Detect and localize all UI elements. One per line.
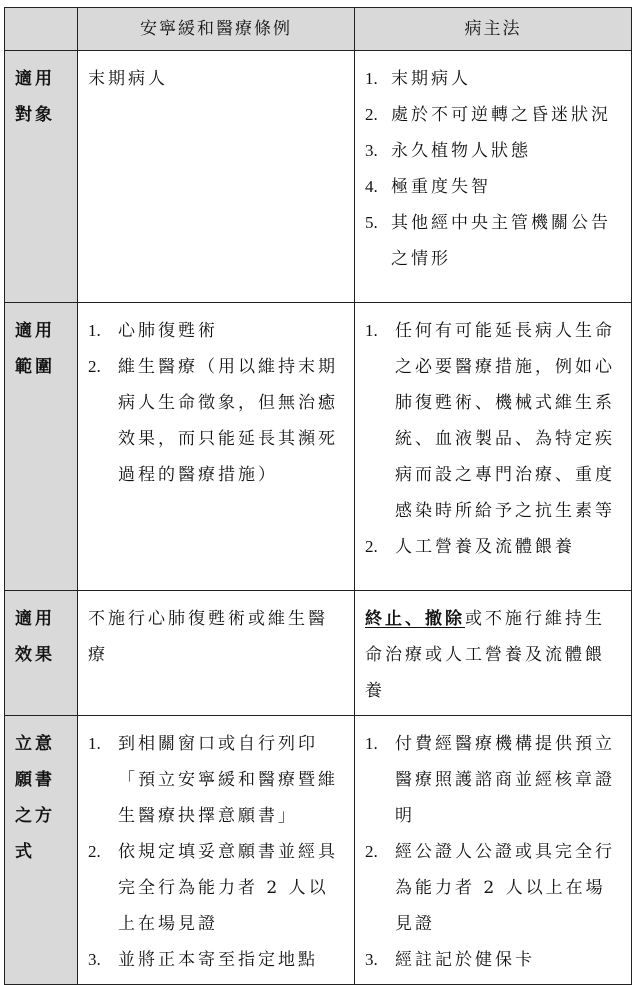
cell-text: 末期病人	[88, 69, 168, 89]
row-label-line: 適用	[15, 69, 55, 89]
autonomy-subjects-cell	[355, 51, 632, 303]
autonomy-method-cell	[355, 716, 632, 985]
list-item-text: 經公證人公證或具完全行為能力者 2 人以上在場見證	[395, 842, 615, 934]
list-item	[365, 169, 623, 205]
list-number: 2.	[88, 842, 101, 861]
list-item	[365, 61, 623, 97]
numbered-list	[365, 61, 623, 277]
numbered-list	[88, 313, 346, 493]
list-item	[365, 834, 623, 942]
autonomy-effect-cell	[355, 591, 632, 716]
list-number: 2.	[88, 357, 101, 376]
cell-text: 不施行心肺復甦術或維生醫療	[88, 609, 328, 665]
list-item	[365, 942, 623, 978]
list-item-text: 人工營養及流體餵養	[395, 537, 575, 557]
header-hospice-act: 安寧緩和醫療條例	[78, 8, 355, 51]
list-item	[365, 97, 623, 133]
hospice-method-cell	[78, 716, 355, 985]
row-label-method	[5, 716, 78, 985]
list-number: 3.	[365, 950, 378, 969]
list-item-text: 心肺復甦術	[118, 321, 218, 341]
list-item-text: 付費經醫療機構提供預立醫療照護諮商並經核章證明	[395, 734, 615, 826]
table-row	[5, 51, 632, 303]
list-number: 5.	[365, 213, 378, 232]
header-corner	[5, 8, 78, 51]
list-number: 1.	[365, 734, 378, 753]
numbered-list	[365, 726, 623, 978]
hospice-effect-cell	[78, 591, 355, 716]
row-label-line: 立意	[15, 734, 55, 754]
row-label-scope	[5, 303, 78, 591]
list-number: 2.	[365, 842, 378, 861]
emphasized-text: 終止、撤除	[365, 609, 465, 629]
list-item	[88, 726, 346, 834]
list-item-text: 維生醫療（用以維持末期病人生命徵象，但無治癒效果，而只能延長其瀕死過程的醫療措施）	[118, 357, 338, 485]
row-label-line: 適用	[15, 609, 55, 629]
row-label-line: 式	[15, 842, 35, 862]
numbered-list	[365, 313, 623, 565]
list-number: 1.	[88, 321, 101, 340]
list-number: 2.	[365, 537, 378, 556]
list-number: 1.	[365, 69, 378, 88]
list-item-text: 處於不可逆轉之昏迷狀況	[391, 105, 611, 125]
row-label-effect	[5, 591, 78, 716]
comparison-table	[4, 7, 632, 985]
list-item-text: 任何有可能延長病人生命之必要醫療措施，例如心肺復甦術、機械式維生系統、血液製品、為特定疾病而設之專門治療、重度感染時所給予之抗生素等	[395, 321, 615, 521]
list-item	[88, 313, 346, 349]
table-row	[5, 716, 632, 985]
row-label-line: 適用	[15, 321, 55, 341]
list-item	[365, 133, 623, 169]
list-item-text: 並將正本寄至指定地點	[118, 950, 318, 970]
list-item	[365, 726, 623, 834]
list-item	[88, 942, 346, 978]
list-number: 1.	[88, 734, 101, 753]
list-item	[88, 349, 346, 493]
list-number: 4.	[365, 177, 378, 196]
row-label-line: 之方	[15, 806, 55, 826]
list-number: 3.	[365, 141, 378, 160]
list-number: 1.	[365, 321, 378, 340]
list-item	[365, 205, 623, 277]
row-label-line: 效果	[15, 645, 55, 665]
list-item-text: 經註記於健保卡	[395, 950, 535, 970]
list-number: 2.	[365, 105, 378, 124]
list-item	[88, 834, 346, 942]
header-patient-autonomy-act: 病主法	[355, 8, 632, 51]
table-row	[5, 303, 632, 591]
hospice-scope-cell	[78, 303, 355, 591]
cell-text: 或不施行維持生命治療或人工營養及流體餵養	[365, 609, 605, 701]
list-item	[365, 529, 623, 565]
list-item-text: 永久植物人狀態	[391, 141, 531, 161]
list-item-text: 其他經中央主管機關公告之情形	[391, 213, 611, 269]
list-number: 3.	[88, 950, 101, 969]
list-item-text: 極重度失智	[391, 177, 491, 197]
header-row	[5, 8, 632, 51]
list-item-text: 末期病人	[391, 69, 471, 89]
row-label-line: 對象	[15, 105, 55, 125]
hospice-subjects-cell	[78, 51, 355, 303]
table-row	[5, 591, 632, 716]
list-item-text: 依規定填妥意願書並經具完全行為能力者 2 人以上在場見證	[118, 842, 338, 934]
numbered-list	[88, 726, 346, 978]
list-item-text: 到相關窗口或自行列印「預立安寧緩和醫療暨維生醫療抉擇意願書」	[118, 734, 338, 826]
row-label-subjects	[5, 51, 78, 303]
list-item	[365, 313, 623, 529]
autonomy-scope-cell	[355, 303, 632, 591]
row-label-line: 範圍	[15, 357, 55, 377]
row-label-line: 願書	[15, 770, 55, 790]
